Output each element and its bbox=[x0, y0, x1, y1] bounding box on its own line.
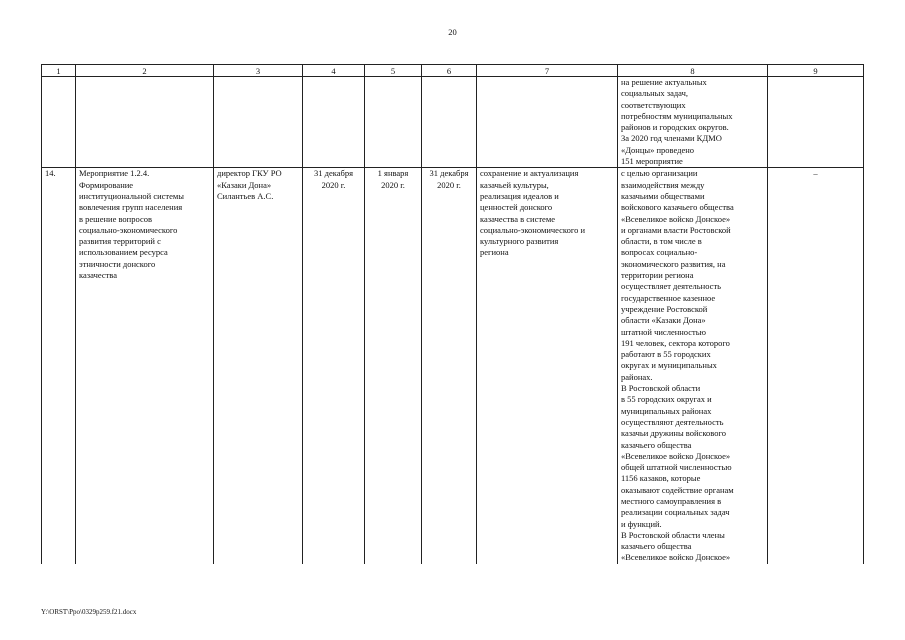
text-line: Силантьев А.С. bbox=[217, 190, 274, 201]
text-line: с целью организации bbox=[621, 168, 698, 179]
column-header: 7 bbox=[477, 65, 618, 77]
text-line: штатной численностью bbox=[621, 326, 706, 337]
column-header: 4 bbox=[303, 65, 365, 77]
text-line: 31 декабря bbox=[429, 168, 469, 179]
text-line: экономического развития, на bbox=[621, 258, 726, 269]
text-line: работают в 55 городских bbox=[621, 349, 711, 360]
text-line: в решение вопросов bbox=[79, 213, 152, 224]
text-line: районов и городских округов. bbox=[621, 122, 729, 133]
text-line: общей штатной численностью bbox=[621, 462, 732, 473]
text-line: муниципальных районах bbox=[621, 405, 712, 416]
text-line: казачества в системе bbox=[480, 213, 555, 224]
text-line: в 55 городских округах и bbox=[621, 394, 712, 405]
text-line: области, в том числе в bbox=[621, 236, 702, 247]
column-header: 1 bbox=[42, 65, 76, 77]
text-line: войскового казачьего общества bbox=[621, 202, 734, 213]
row-number: 14. bbox=[42, 168, 76, 564]
text-line: взаимодействия между bbox=[621, 179, 705, 190]
text-line: 151 мероприятие bbox=[621, 156, 683, 167]
text-line: потребностям муниципальных bbox=[621, 110, 733, 121]
text-line: районах. bbox=[621, 371, 653, 382]
text-line: казачьими обществами bbox=[621, 190, 705, 201]
continuation-row bbox=[42, 77, 864, 168]
end-date-cell bbox=[422, 168, 477, 564]
column-header: 9 bbox=[768, 65, 864, 77]
text-line: «Всевеликое войско Донское» bbox=[621, 450, 731, 461]
text-line: региона bbox=[480, 247, 509, 258]
measure-cell bbox=[76, 168, 214, 564]
text-line: За 2020 год членами КДМО bbox=[621, 133, 722, 144]
text-line: социально-экономического и bbox=[480, 224, 586, 235]
text-line: 1156 казаков, которые bbox=[621, 473, 701, 484]
actual-result-cell bbox=[618, 168, 768, 564]
text-line: директор ГКУ РО bbox=[217, 168, 282, 179]
text-line: и функций. bbox=[621, 518, 662, 529]
text-line: культурного развития bbox=[480, 236, 559, 247]
text-line: учреждение Ростовской bbox=[621, 303, 708, 314]
column-header: 8 bbox=[618, 65, 768, 77]
file-path-footer: Y:\ORST\Ppo\0329p259.f21.docx bbox=[41, 608, 137, 616]
text-line: соответствующих bbox=[621, 99, 686, 110]
text-line: вопросах социально- bbox=[621, 247, 698, 258]
text-line: Мероприятие 1.2.4. bbox=[79, 168, 150, 179]
column-header: 6 bbox=[422, 65, 477, 77]
text-line: сохранение и актуализация bbox=[480, 168, 579, 179]
page-number: 20 bbox=[448, 27, 457, 37]
text-line: институциональной системы bbox=[79, 190, 184, 201]
text-line: В Ростовской области члены bbox=[621, 529, 725, 540]
text-line: оказывают содействие органам bbox=[621, 484, 734, 495]
column-header: 5 bbox=[365, 65, 422, 77]
text-line: вовлечения групп населения bbox=[79, 202, 183, 213]
text-line: казачьей культуры, bbox=[480, 179, 549, 190]
text-line: казачьего общества bbox=[621, 541, 692, 552]
text-line: казачьи дружины войскового bbox=[621, 428, 727, 439]
planned-date-cell bbox=[303, 168, 365, 564]
text-line: осуществляет деятельность bbox=[621, 281, 722, 292]
text-line: территории региона bbox=[621, 270, 694, 281]
text-line: «Донцы» проведено bbox=[621, 144, 695, 155]
notes-cell: – bbox=[768, 168, 864, 564]
text-line: государственное казенное bbox=[621, 292, 716, 303]
text-line: социально-экономического bbox=[79, 224, 178, 235]
expected-result-cell bbox=[477, 168, 618, 564]
text-line: «Всевеликое войско Донское» bbox=[621, 552, 731, 563]
text-line: области «Казаки Дона» bbox=[621, 315, 706, 326]
start-date-cell bbox=[365, 168, 422, 564]
text-line: осуществляют деятельность bbox=[621, 416, 724, 427]
text-line: Формирование bbox=[79, 179, 134, 190]
text-line: использованием ресурса bbox=[79, 247, 168, 258]
text-line: 2020 г. bbox=[321, 179, 346, 190]
column-header: 3 bbox=[214, 65, 303, 77]
text-line: 2020 г. bbox=[437, 179, 461, 190]
text-line: 1 января bbox=[377, 168, 409, 179]
column-header: 2 bbox=[76, 65, 214, 77]
text-line: 31 декабря bbox=[314, 168, 353, 179]
text-line: ценностей донского bbox=[480, 202, 553, 213]
text-line: округах и муниципальных bbox=[621, 360, 717, 371]
report-table bbox=[41, 64, 864, 564]
text-line: казачьего общества bbox=[621, 439, 692, 450]
text-line: реализации социальных задач bbox=[621, 507, 730, 518]
text-line: 191 человек, сектора которого bbox=[621, 337, 730, 348]
header-row bbox=[42, 65, 864, 77]
table-row-14 bbox=[42, 168, 864, 564]
text-line: казачества bbox=[79, 270, 117, 281]
continuation-result-cell bbox=[618, 77, 768, 168]
text-line: этничности донского bbox=[79, 258, 156, 269]
text-line: социальных задач, bbox=[621, 88, 689, 99]
text-line: развития территорий с bbox=[79, 236, 161, 247]
text-line: реализация идеалов и bbox=[480, 190, 559, 201]
text-line: «Казаки Дона» bbox=[217, 179, 272, 190]
responsible-cell bbox=[214, 168, 303, 564]
text-line: на решение актуальных bbox=[621, 77, 707, 87]
text-line: В Ростовской области bbox=[621, 383, 701, 394]
text-line: 2020 г. bbox=[381, 179, 405, 190]
text-line: «Всевеликое войско Донское» bbox=[621, 213, 731, 224]
text-line: местного самоуправления в bbox=[621, 495, 722, 506]
text-line: и органами власти Ростовской bbox=[621, 224, 731, 235]
